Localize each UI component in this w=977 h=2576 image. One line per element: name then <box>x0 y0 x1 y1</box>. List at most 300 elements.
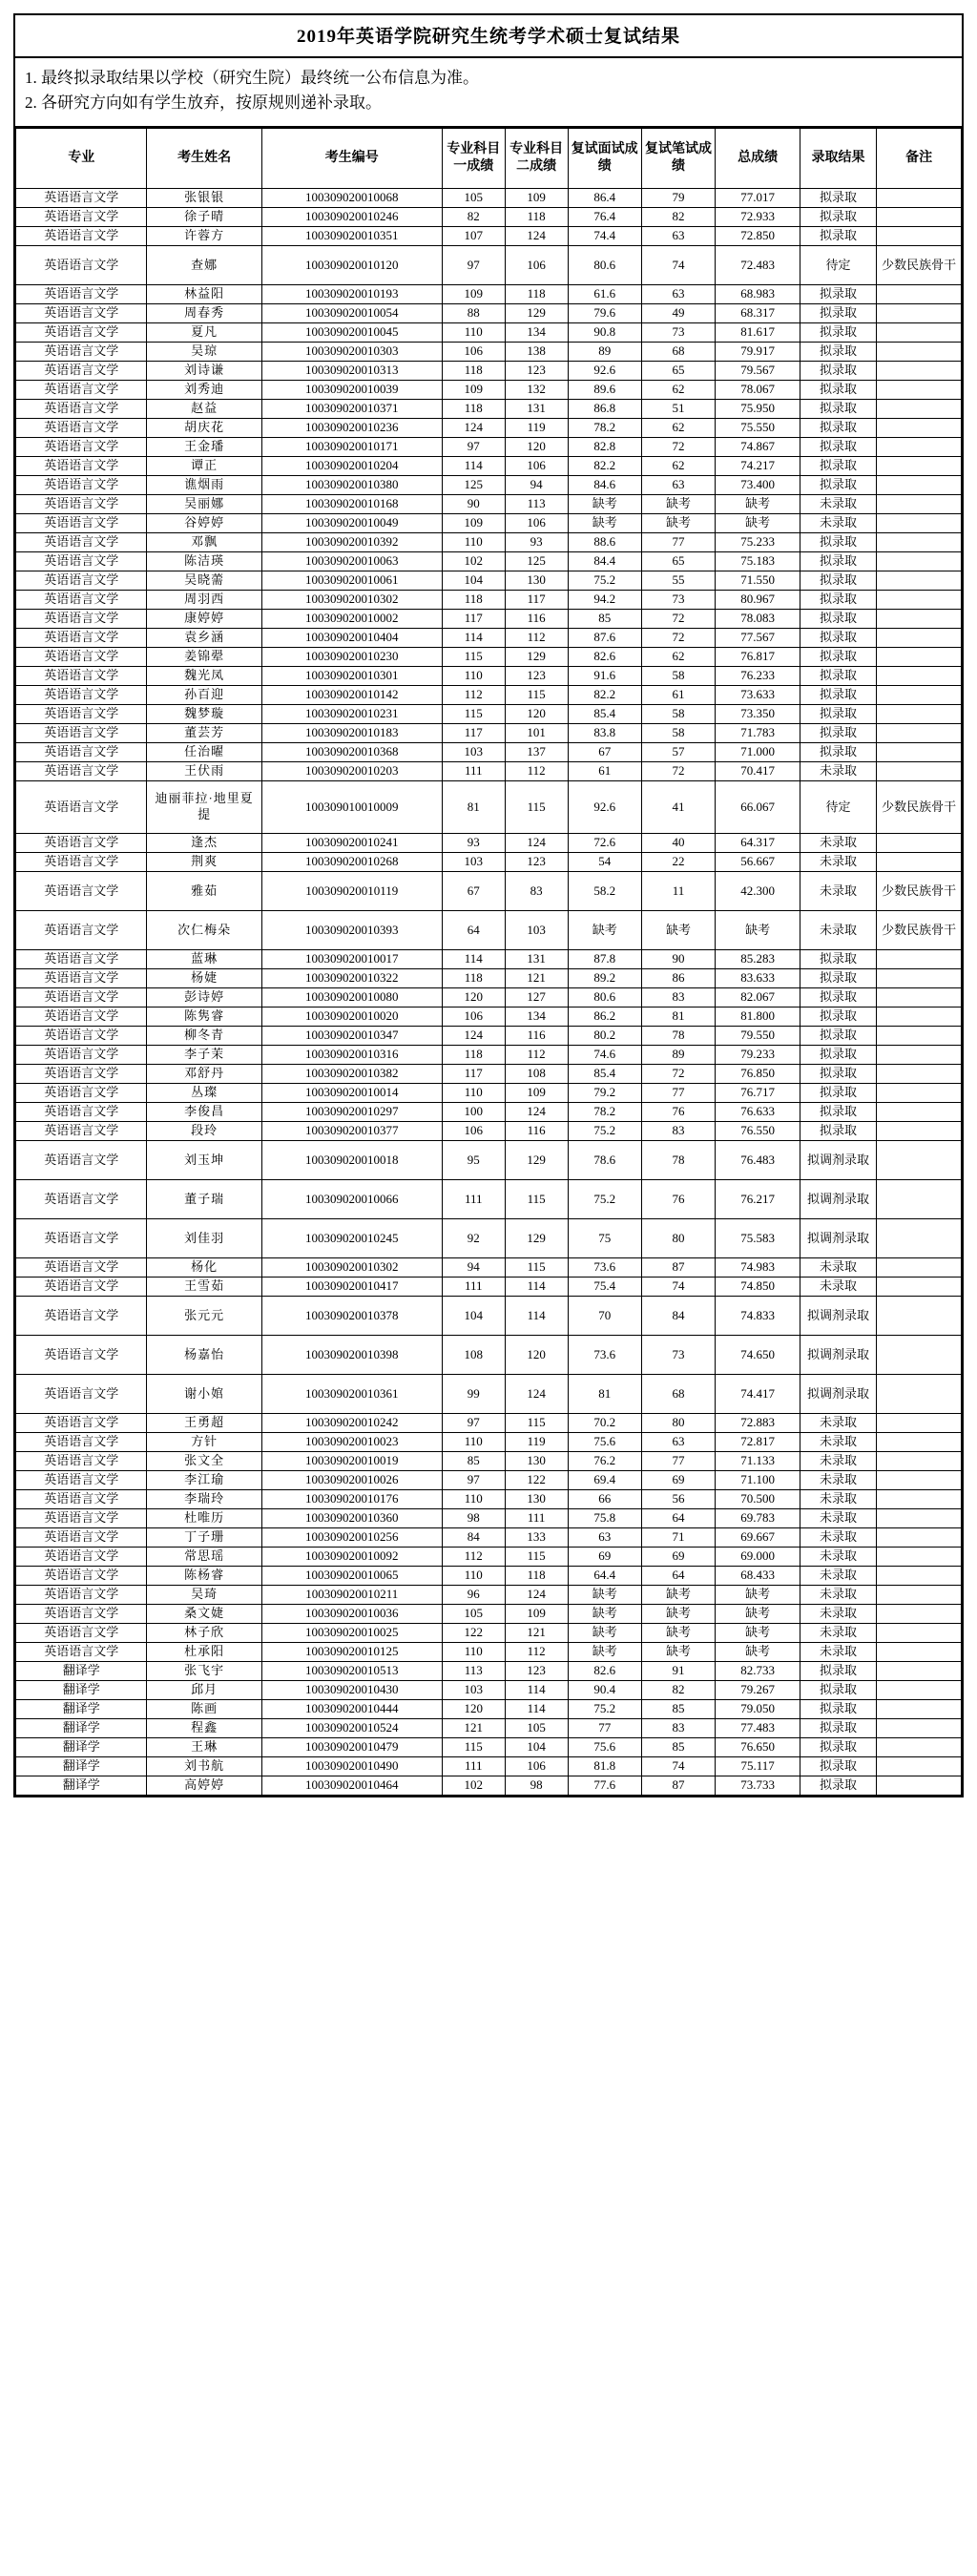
cell-remark <box>877 303 962 322</box>
cell-subject1-score: 117 <box>442 723 505 742</box>
cell-written-score: 63 <box>641 284 715 303</box>
cell-total-score: 缺考 <box>716 494 800 513</box>
cell-student-name: 谢小婠 <box>147 1374 261 1413</box>
cell-student-name: 张元元 <box>147 1296 261 1335</box>
cell-student-name: 段玲 <box>147 1121 261 1140</box>
cell-student-name: 刘玉坤 <box>147 1140 261 1179</box>
cell-total-score: 81.800 <box>716 1007 800 1026</box>
cell-admission-result: 拟录取 <box>800 207 876 226</box>
cell-remark <box>877 188 962 207</box>
cell-written-score: 86 <box>641 968 715 987</box>
cell-subject1-score: 120 <box>442 1699 505 1718</box>
cell-interview-score: 82.8 <box>568 437 641 456</box>
cell-major: 英语语言文学 <box>16 1489 147 1508</box>
cell-student-name: 王金璠 <box>147 437 261 456</box>
cell-admission-result: 拟录取 <box>800 399 876 418</box>
cell-admission-result: 未录取 <box>800 871 876 910</box>
cell-total-score: 76.717 <box>716 1083 800 1102</box>
cell-total-score: 71.000 <box>716 742 800 761</box>
cell-student-id: 100309020010120 <box>261 245 442 284</box>
cell-major: 英语语言文学 <box>16 609 147 628</box>
cell-subject1-score: 90 <box>442 494 505 513</box>
cell-major: 英语语言文学 <box>16 532 147 551</box>
cell-remark <box>877 418 962 437</box>
cell-student-id: 100309020010142 <box>261 685 442 704</box>
cell-admission-result: 拟录取 <box>800 968 876 987</box>
cell-written-score: 82 <box>641 207 715 226</box>
cell-subject2-score: 112 <box>505 628 568 647</box>
cell-interview-score: 75 <box>568 1218 641 1257</box>
cell-student-name: 柳冬青 <box>147 1026 261 1045</box>
col-id: 考生编号 <box>261 128 442 188</box>
cell-total-score: 68.433 <box>716 1566 800 1585</box>
cell-remark <box>877 628 962 647</box>
cell-remark <box>877 1064 962 1083</box>
cell-interview-score: 89 <box>568 342 641 361</box>
cell-total-score: 76.550 <box>716 1121 800 1140</box>
cell-admission-result: 拟录取 <box>800 380 876 399</box>
cell-total-score: 66.067 <box>716 780 800 833</box>
cell-admission-result: 拟录取 <box>800 723 876 742</box>
cell-student-id: 100309020010464 <box>261 1776 442 1795</box>
cell-interview-score: 91.6 <box>568 666 641 685</box>
cell-student-name: 丁子珊 <box>147 1527 261 1547</box>
table-row <box>16 322 962 342</box>
cell-subject2-score: 131 <box>505 399 568 418</box>
cell-interview-score: 61 <box>568 761 641 780</box>
cell-student-id: 100309020010080 <box>261 987 442 1007</box>
cell-remark <box>877 968 962 987</box>
cell-written-score: 62 <box>641 647 715 666</box>
cell-student-id: 100309020010119 <box>261 871 442 910</box>
cell-interview-score: 89.2 <box>568 968 641 987</box>
cell-subject2-score: 112 <box>505 761 568 780</box>
cell-written-score: 78 <box>641 1140 715 1179</box>
cell-student-id: 100309020010176 <box>261 1489 442 1508</box>
cell-remark <box>877 1642 962 1661</box>
cell-interview-score: 74.4 <box>568 226 641 245</box>
cell-written-score: 76 <box>641 1179 715 1218</box>
cell-subject2-score: 109 <box>505 1604 568 1623</box>
cell-subject2-score: 114 <box>505 1277 568 1296</box>
cell-major: 英语语言文学 <box>16 494 147 513</box>
table-row <box>16 852 962 871</box>
cell-total-score: 81.617 <box>716 322 800 342</box>
notes-block <box>15 58 962 128</box>
cell-total-score: 75.583 <box>716 1218 800 1257</box>
cell-subject2-score: 134 <box>505 322 568 342</box>
cell-interview-score: 90.4 <box>568 1680 641 1699</box>
cell-major: 英语语言文学 <box>16 780 147 833</box>
cell-subject1-score: 118 <box>442 968 505 987</box>
cell-student-name: 吴琼 <box>147 342 261 361</box>
cell-subject1-score: 88 <box>442 303 505 322</box>
cell-student-name: 王伏雨 <box>147 761 261 780</box>
cell-student-id: 100309020010351 <box>261 226 442 245</box>
table-row <box>16 685 962 704</box>
cell-student-name: 孙百迎 <box>147 685 261 704</box>
cell-written-score: 73 <box>641 1335 715 1374</box>
cell-remark <box>877 833 962 852</box>
cell-interview-score: 缺考 <box>568 1585 641 1604</box>
cell-total-score: 69.667 <box>716 1527 800 1547</box>
cell-written-score: 63 <box>641 1432 715 1451</box>
cell-admission-result: 拟录取 <box>800 647 876 666</box>
cell-subject2-score: 116 <box>505 1026 568 1045</box>
cell-subject2-score: 130 <box>505 1451 568 1470</box>
cell-student-name: 刘秀迪 <box>147 380 261 399</box>
cell-remark <box>877 1508 962 1527</box>
cell-interview-score: 82.6 <box>568 1661 641 1680</box>
cell-remark <box>877 1102 962 1121</box>
cell-written-score: 81 <box>641 1007 715 1026</box>
cell-remark <box>877 1585 962 1604</box>
cell-admission-result: 未录取 <box>800 1566 876 1585</box>
cell-major: 英语语言文学 <box>16 1604 147 1623</box>
cell-remark <box>877 494 962 513</box>
col-subject2: 专业科目二成绩 <box>505 128 568 188</box>
table-row <box>16 1680 962 1699</box>
table-row <box>16 494 962 513</box>
cell-major: 翻译学 <box>16 1718 147 1737</box>
cell-total-score: 80.967 <box>716 590 800 609</box>
cell-student-id: 100309020010039 <box>261 380 442 399</box>
cell-subject2-score: 132 <box>505 380 568 399</box>
cell-admission-result: 拟录取 <box>800 1699 876 1718</box>
cell-student-name: 赵益 <box>147 399 261 418</box>
cell-written-score: 64 <box>641 1508 715 1527</box>
cell-total-score: 72.933 <box>716 207 800 226</box>
cell-remark <box>877 1257 962 1277</box>
cell-subject1-score: 96 <box>442 1585 505 1604</box>
table-row <box>16 1083 962 1102</box>
cell-subject1-score: 118 <box>442 399 505 418</box>
cell-major: 英语语言文学 <box>16 987 147 1007</box>
cell-written-score: 58 <box>641 666 715 685</box>
cell-admission-result: 拟录取 <box>800 1045 876 1064</box>
cell-total-score: 74.217 <box>716 456 800 475</box>
cell-interview-score: 缺考 <box>568 513 641 532</box>
cell-interview-score: 89.6 <box>568 380 641 399</box>
cell-written-score: 72 <box>641 609 715 628</box>
cell-student-name: 张银银 <box>147 188 261 207</box>
cell-admission-result: 未录取 <box>800 1413 876 1432</box>
cell-student-id: 100309010010009 <box>261 780 442 833</box>
table-body <box>16 188 962 1795</box>
cell-remark <box>877 1756 962 1776</box>
table-row <box>16 590 962 609</box>
cell-interview-score: 64.4 <box>568 1566 641 1585</box>
cell-total-score: 64.317 <box>716 833 800 852</box>
cell-written-score: 缺考 <box>641 513 715 532</box>
cell-admission-result: 拟录取 <box>800 628 876 647</box>
cell-admission-result: 拟录取 <box>800 1737 876 1756</box>
cell-subject2-score: 104 <box>505 1737 568 1756</box>
col-written: 复试笔试成绩 <box>641 128 715 188</box>
cell-written-score: 77 <box>641 1451 715 1470</box>
cell-student-id: 100309020010377 <box>261 1121 442 1140</box>
cell-written-score: 80 <box>641 1413 715 1432</box>
cell-total-score: 76.817 <box>716 647 800 666</box>
cell-written-score: 78 <box>641 1026 715 1045</box>
cell-interview-score: 69 <box>568 1547 641 1566</box>
cell-written-score: 65 <box>641 361 715 380</box>
cell-major: 英语语言文学 <box>16 1296 147 1335</box>
cell-subject1-score: 103 <box>442 742 505 761</box>
cell-written-score: 缺考 <box>641 1585 715 1604</box>
cell-student-name: 邱月 <box>147 1680 261 1699</box>
cell-subject1-score: 97 <box>442 437 505 456</box>
cell-subject1-score: 102 <box>442 551 505 571</box>
cell-major: 翻译学 <box>16 1776 147 1795</box>
cell-student-id: 100309020010302 <box>261 590 442 609</box>
cell-subject2-score: 115 <box>505 685 568 704</box>
table-row <box>16 871 962 910</box>
cell-interview-score: 94.2 <box>568 590 641 609</box>
cell-remark <box>877 571 962 590</box>
cell-major: 英语语言文学 <box>16 628 147 647</box>
cell-student-id: 100309020010020 <box>261 1007 442 1026</box>
cell-admission-result: 拟录取 <box>800 418 876 437</box>
cell-written-score: 62 <box>641 380 715 399</box>
cell-written-score: 87 <box>641 1257 715 1277</box>
cell-student-id: 100309020010268 <box>261 852 442 871</box>
cell-subject1-score: 111 <box>442 761 505 780</box>
cell-major: 英语语言文学 <box>16 723 147 742</box>
cell-total-score: 73.350 <box>716 704 800 723</box>
cell-interview-score: 77 <box>568 1718 641 1737</box>
cell-student-name: 林子欣 <box>147 1623 261 1642</box>
cell-subject2-score: 121 <box>505 968 568 987</box>
cell-remark <box>877 1007 962 1026</box>
cell-total-score: 78.083 <box>716 609 800 628</box>
cell-interview-score: 缺考 <box>568 494 641 513</box>
cell-major: 英语语言文学 <box>16 475 147 494</box>
cell-admission-result: 待定 <box>800 780 876 833</box>
cell-major: 英语语言文学 <box>16 380 147 399</box>
cell-subject1-score: 120 <box>442 987 505 1007</box>
cell-total-score: 74.650 <box>716 1335 800 1374</box>
table-row <box>16 1623 962 1642</box>
cell-student-name: 魏梦璇 <box>147 704 261 723</box>
cell-subject2-score: 83 <box>505 871 568 910</box>
cell-subject2-score: 109 <box>505 1083 568 1102</box>
cell-interview-score: 82.2 <box>568 685 641 704</box>
cell-major: 英语语言文学 <box>16 513 147 532</box>
cell-total-score: 74.417 <box>716 1374 800 1413</box>
cell-total-score: 69.783 <box>716 1508 800 1527</box>
cell-subject1-score: 125 <box>442 475 505 494</box>
cell-student-id: 100309020010242 <box>261 1413 442 1432</box>
cell-total-score: 76.850 <box>716 1064 800 1083</box>
cell-subject1-score: 111 <box>442 1756 505 1776</box>
cell-major: 英语语言文学 <box>16 1585 147 1604</box>
cell-admission-result: 未录取 <box>800 1432 876 1451</box>
cell-written-score: 41 <box>641 780 715 833</box>
cell-admission-result: 拟录取 <box>800 532 876 551</box>
cell-remark <box>877 207 962 226</box>
cell-major: 英语语言文学 <box>16 361 147 380</box>
cell-subject1-score: 97 <box>442 245 505 284</box>
cell-major: 英语语言文学 <box>16 1277 147 1296</box>
cell-major: 英语语言文学 <box>16 742 147 761</box>
table-row <box>16 1045 962 1064</box>
cell-written-score: 11 <box>641 871 715 910</box>
cell-subject1-score: 110 <box>442 322 505 342</box>
cell-subject1-score: 97 <box>442 1413 505 1432</box>
cell-subject1-score: 112 <box>442 1547 505 1566</box>
table-row <box>16 342 962 361</box>
cell-subject2-score: 124 <box>505 226 568 245</box>
cell-admission-result: 未录取 <box>800 1547 876 1566</box>
cell-student-name: 董子瑞 <box>147 1179 261 1218</box>
cell-subject1-score: 122 <box>442 1623 505 1642</box>
table-row <box>16 1296 962 1335</box>
cell-interview-score: 缺考 <box>568 1604 641 1623</box>
cell-admission-result: 拟调剂录取 <box>800 1374 876 1413</box>
table-row <box>16 704 962 723</box>
cell-interview-score: 80.6 <box>568 245 641 284</box>
cell-written-score: 55 <box>641 571 715 590</box>
cell-interview-score: 84.6 <box>568 475 641 494</box>
cell-written-score: 51 <box>641 399 715 418</box>
cell-student-id: 100309020010303 <box>261 342 442 361</box>
cell-major: 英语语言文学 <box>16 1064 147 1083</box>
cell-written-score: 22 <box>641 852 715 871</box>
cell-interview-score: 63 <box>568 1527 641 1547</box>
cell-remark <box>877 399 962 418</box>
cell-subject2-score: 124 <box>505 1374 568 1413</box>
cell-interview-score: 75.6 <box>568 1432 641 1451</box>
cell-written-score: 91 <box>641 1661 715 1680</box>
header-row <box>16 128 962 188</box>
cell-subject1-score: 109 <box>442 284 505 303</box>
table-row <box>16 1335 962 1374</box>
cell-admission-result: 未录取 <box>800 852 876 871</box>
cell-total-score: 缺考 <box>716 1585 800 1604</box>
cell-interview-score: 77.6 <box>568 1776 641 1795</box>
cell-interview-score: 92.6 <box>568 780 641 833</box>
cell-subject2-score: 115 <box>505 780 568 833</box>
cell-student-id: 100309020010378 <box>261 1296 442 1335</box>
cell-subject1-score: 99 <box>442 1374 505 1413</box>
cell-interview-score: 78.2 <box>568 1102 641 1121</box>
cell-subject2-score: 109 <box>505 188 568 207</box>
cell-student-name: 程鑫 <box>147 1718 261 1737</box>
cell-major: 英语语言文学 <box>16 685 147 704</box>
cell-subject1-score: 106 <box>442 1121 505 1140</box>
cell-admission-result: 拟录取 <box>800 1083 876 1102</box>
cell-written-score: 68 <box>641 1374 715 1413</box>
cell-total-score: 83.633 <box>716 968 800 987</box>
cell-interview-score: 90.8 <box>568 322 641 342</box>
cell-subject1-score: 93 <box>442 833 505 852</box>
cell-subject1-score: 67 <box>442 871 505 910</box>
cell-student-id: 100309020010479 <box>261 1737 442 1756</box>
cell-major: 英语语言文学 <box>16 207 147 226</box>
cell-total-score: 68.317 <box>716 303 800 322</box>
cell-remark <box>877 1432 962 1451</box>
cell-student-name: 任治曜 <box>147 742 261 761</box>
cell-admission-result: 未录取 <box>800 1489 876 1508</box>
cell-interview-score: 70 <box>568 1296 641 1335</box>
cell-interview-score: 67 <box>568 742 641 761</box>
cell-subject1-score: 115 <box>442 647 505 666</box>
cell-written-score: 49 <box>641 303 715 322</box>
cell-subject2-score: 115 <box>505 1179 568 1218</box>
cell-remark <box>877 1045 962 1064</box>
table-row <box>16 1718 962 1737</box>
table-row <box>16 1699 962 1718</box>
cell-subject1-score: 94 <box>442 1257 505 1277</box>
cell-student-id: 100309020010231 <box>261 704 442 723</box>
cell-subject1-score: 118 <box>442 1045 505 1064</box>
cell-student-id: 100309020010360 <box>261 1508 442 1527</box>
cell-student-id: 100309020010230 <box>261 647 442 666</box>
cell-remark <box>877 342 962 361</box>
cell-interview-score: 88.6 <box>568 532 641 551</box>
cell-interview-score: 缺考 <box>568 1642 641 1661</box>
cell-total-score: 76.633 <box>716 1102 800 1121</box>
cell-subject1-score: 98 <box>442 1508 505 1527</box>
cell-interview-score: 75.2 <box>568 571 641 590</box>
cell-written-score: 89 <box>641 1045 715 1064</box>
cell-student-id: 100309020010380 <box>261 475 442 494</box>
cell-admission-result: 拟录取 <box>800 571 876 590</box>
table-row <box>16 361 962 380</box>
cell-student-id: 100309020010065 <box>261 1566 442 1585</box>
cell-subject2-score: 106 <box>505 513 568 532</box>
cell-subject1-score: 110 <box>442 1083 505 1102</box>
cell-remark <box>877 590 962 609</box>
cell-admission-result: 拟录取 <box>800 1064 876 1083</box>
cell-written-score: 65 <box>641 551 715 571</box>
cell-student-id: 100309020010393 <box>261 910 442 949</box>
cell-remark <box>877 1566 962 1585</box>
cell-student-name: 桑文婕 <box>147 1604 261 1623</box>
cell-subject2-score: 124 <box>505 833 568 852</box>
cell-subject1-score: 113 <box>442 1661 505 1680</box>
cell-subject2-score: 127 <box>505 987 568 1007</box>
cell-written-score: 84 <box>641 1296 715 1335</box>
table-row <box>16 1374 962 1413</box>
cell-subject2-score: 112 <box>505 1045 568 1064</box>
cell-subject1-score: 82 <box>442 207 505 226</box>
cell-remark <box>877 647 962 666</box>
cell-remark <box>877 551 962 571</box>
cell-student-id: 100309020010066 <box>261 1179 442 1218</box>
table-row <box>16 1776 962 1795</box>
cell-subject1-score: 114 <box>442 949 505 968</box>
cell-subject2-score: 125 <box>505 551 568 571</box>
cell-subject1-score: 110 <box>442 1566 505 1585</box>
cell-interview-score: 81 <box>568 1374 641 1413</box>
cell-interview-score: 86.8 <box>568 399 641 418</box>
table-row <box>16 1007 962 1026</box>
cell-admission-result: 拟录取 <box>800 1026 876 1045</box>
cell-interview-score: 61.6 <box>568 284 641 303</box>
cell-major: 翻译学 <box>16 1661 147 1680</box>
cell-written-score: 74 <box>641 1756 715 1776</box>
cell-student-id: 100309020010168 <box>261 494 442 513</box>
cell-major: 英语语言文学 <box>16 1527 147 1547</box>
cell-interview-score: 75.8 <box>568 1508 641 1527</box>
cell-admission-result: 拟录取 <box>800 342 876 361</box>
cell-student-name: 谭正 <box>147 456 261 475</box>
cell-admission-result: 拟录取 <box>800 456 876 475</box>
cell-subject2-score: 106 <box>505 456 568 475</box>
cell-written-score: 76 <box>641 1102 715 1121</box>
